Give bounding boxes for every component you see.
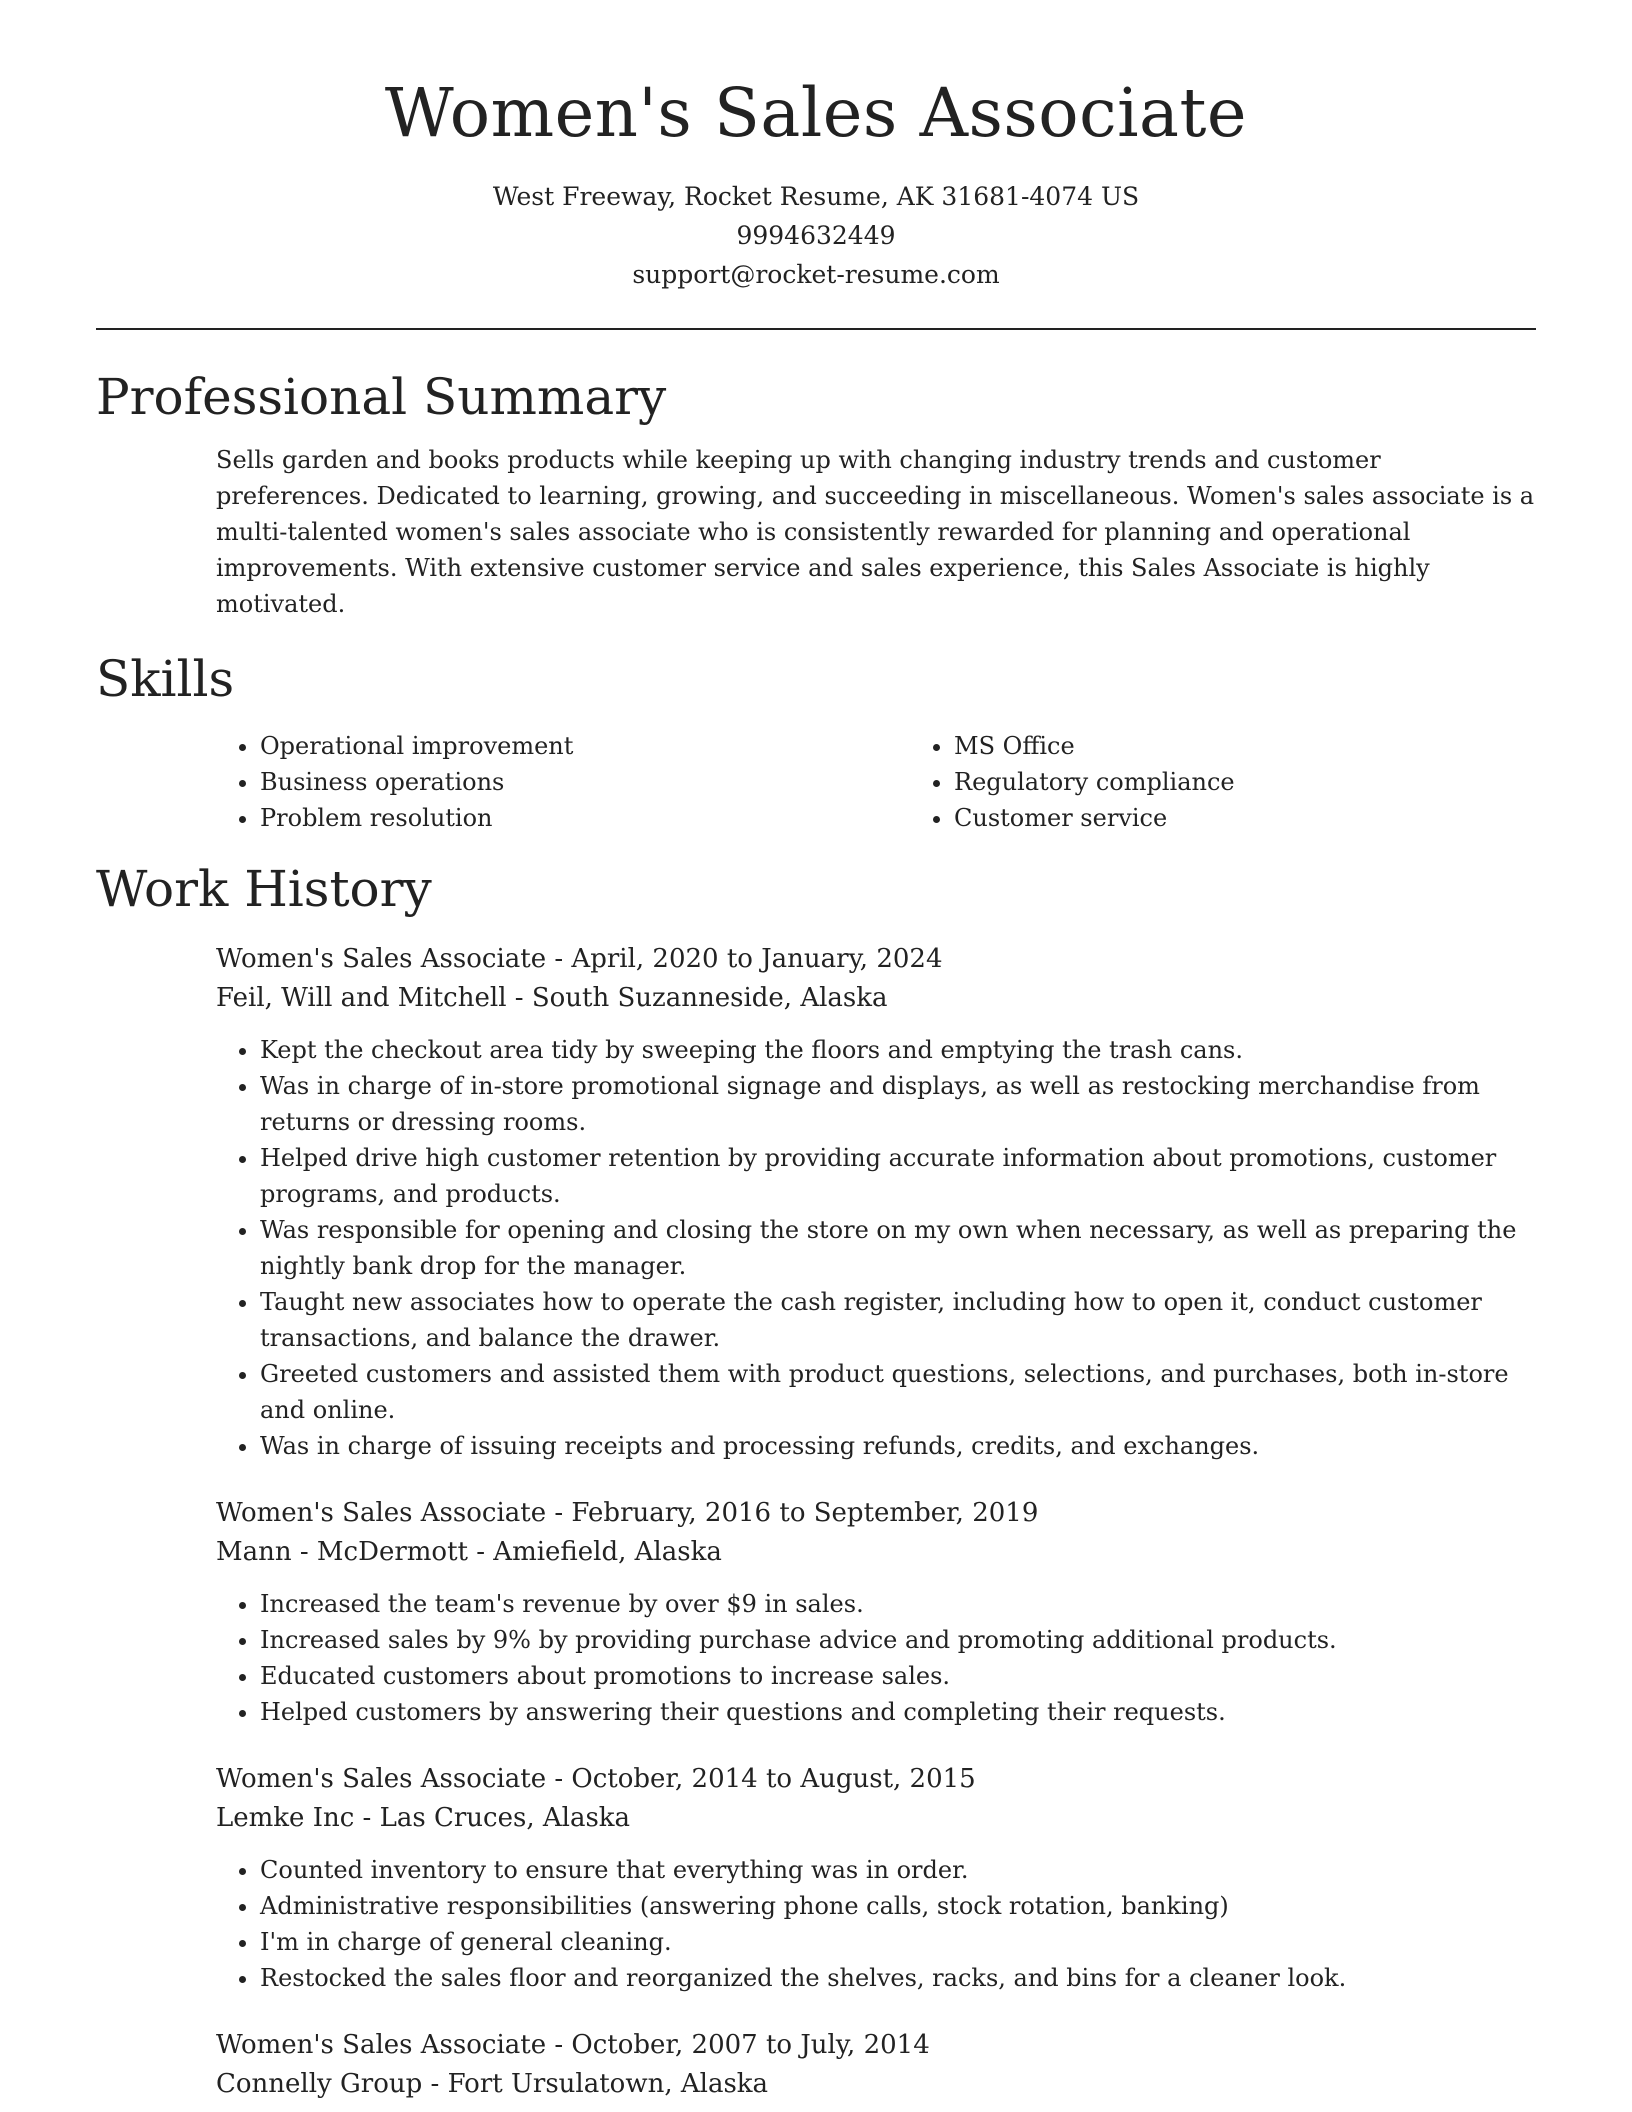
job-bullet: • Was in charge of in-store promotional signage and displays, as well as restocking merchandise from returns or dressing rooms. [260, 1068, 1536, 1140]
resume-name: Women's Sales Associate [384, 74, 1248, 152]
skill-item: • Customer service [954, 800, 1235, 836]
job-spacer [96, 1996, 1536, 2026]
skill-item: • MS Office [954, 728, 1235, 764]
job-bullet: • Kept the checkout area tidy by sweeping the floors and emptying the trash cans. [260, 1032, 1536, 1068]
job-bullets [216, 1032, 1536, 1464]
job-bullet: • Was responsible for opening and closing the store on my own when necessary, as well as preparing the nightly bank drop for the manager. [260, 1212, 1536, 1284]
summary-text: Sells garden and books products while keeping up with changing industry trends and customer preferences. Dedicated to learning, growing, and succeeding in miscellaneous. Women's sales associate is a multi-talented women's sales associate who is consistently rewarded for planning and operational improvements. With extensive customer service and sales experience, this Sales Associate is highly motivated. [216, 446, 1535, 618]
skills-list [216, 728, 1536, 836]
job-entry [216, 1494, 1536, 1730]
skills-column-right [910, 728, 1235, 836]
job-bullet: • Was in charge of issuing receipts and processing refunds, credits, and exchanges. [260, 1428, 1536, 1464]
job-company-location: Feil, Will and Mitchell - South Suzanneside, Alaska [216, 983, 888, 1013]
resume-header [96, 0, 1536, 294]
job-bullet: • Greeted customers and assisted them with product questions, selections, and purchases, both in-store and online. [260, 1356, 1536, 1428]
job-bullet: • Increased the team's revenue by over $9 in sales. [260, 1586, 1536, 1622]
summary-heading: Professional Summary [96, 368, 667, 426]
job-company-location: Connelly Group - Fort Ursulatown, Alaska [216, 2069, 769, 2099]
job-bullet: • Taught new associates how to operate the cash register, including how to open it, conduct customer transactions, and balance the drawer. [260, 1284, 1536, 1356]
job-spacer [96, 1464, 1536, 1494]
job-bullet: • Educated customers about promotions to increase sales. [260, 1658, 1536, 1694]
skills-column-left [216, 728, 910, 836]
job-bullets [216, 1586, 1536, 1730]
job-bullet: • Restocked the sales floor and reorganized the shelves, racks, and bins for a cleaner look. [260, 1960, 1536, 1996]
job-company-location: Mann - McDermott - Amiefield, Alaska [216, 1537, 722, 1567]
contact-phone: 9994632449 [736, 221, 896, 250]
job-bullet: • Helped drive high customer retention by providing accurate information about promotions, customer programs, and products. [260, 1140, 1536, 1212]
job-title-dates: Women's Sales Associate - February, 2016 to September, 2019 [216, 1498, 1039, 1528]
job-entry [216, 940, 1536, 1464]
job-bullet: • Increased sales by 9% by providing purchase advice and promoting additional products. [260, 1622, 1536, 1658]
header-divider [96, 328, 1536, 330]
job-bullet: • Counted inventory to ensure that everything was in order. [260, 1852, 1536, 1888]
job-bullets [216, 1852, 1536, 1996]
skill-item: • Operational improvement [260, 728, 910, 764]
job-spacer [96, 1730, 1536, 1760]
job-title-dates: Women's Sales Associate - October, 2014 to August, 2015 [216, 1764, 976, 1794]
job-entry [216, 1760, 1536, 1996]
job-entry [216, 2026, 1536, 2104]
job-company-location: Lemke Inc - Las Cruces, Alaska [216, 1803, 631, 1833]
skill-item: • Problem resolution [260, 800, 910, 836]
job-bullet: • I'm in charge of general cleaning. [260, 1924, 1536, 1960]
job-bullet: • Helped customers by answering their questions and completing their requests. [260, 1694, 1536, 1730]
job-title-dates: Women's Sales Associate - April, 2020 to January, 2024 [216, 944, 943, 974]
contact-email: support@rocket-resume.com [632, 260, 1000, 289]
job-title-dates: Women's Sales Associate - October, 2007 to July, 2014 [216, 2030, 930, 2060]
skills-heading: Skills [96, 650, 235, 708]
skill-item: • Regulatory compliance [954, 764, 1235, 800]
skill-item: • Business operations [260, 764, 910, 800]
work-history-heading: Work History [96, 860, 432, 918]
contact-address: West Freeway, Rocket Resume, AK 31681-4074 US [492, 182, 1140, 211]
job-bullet: • Administrative responsibilities (answering phone calls, stock rotation, banking) [260, 1888, 1536, 1924]
